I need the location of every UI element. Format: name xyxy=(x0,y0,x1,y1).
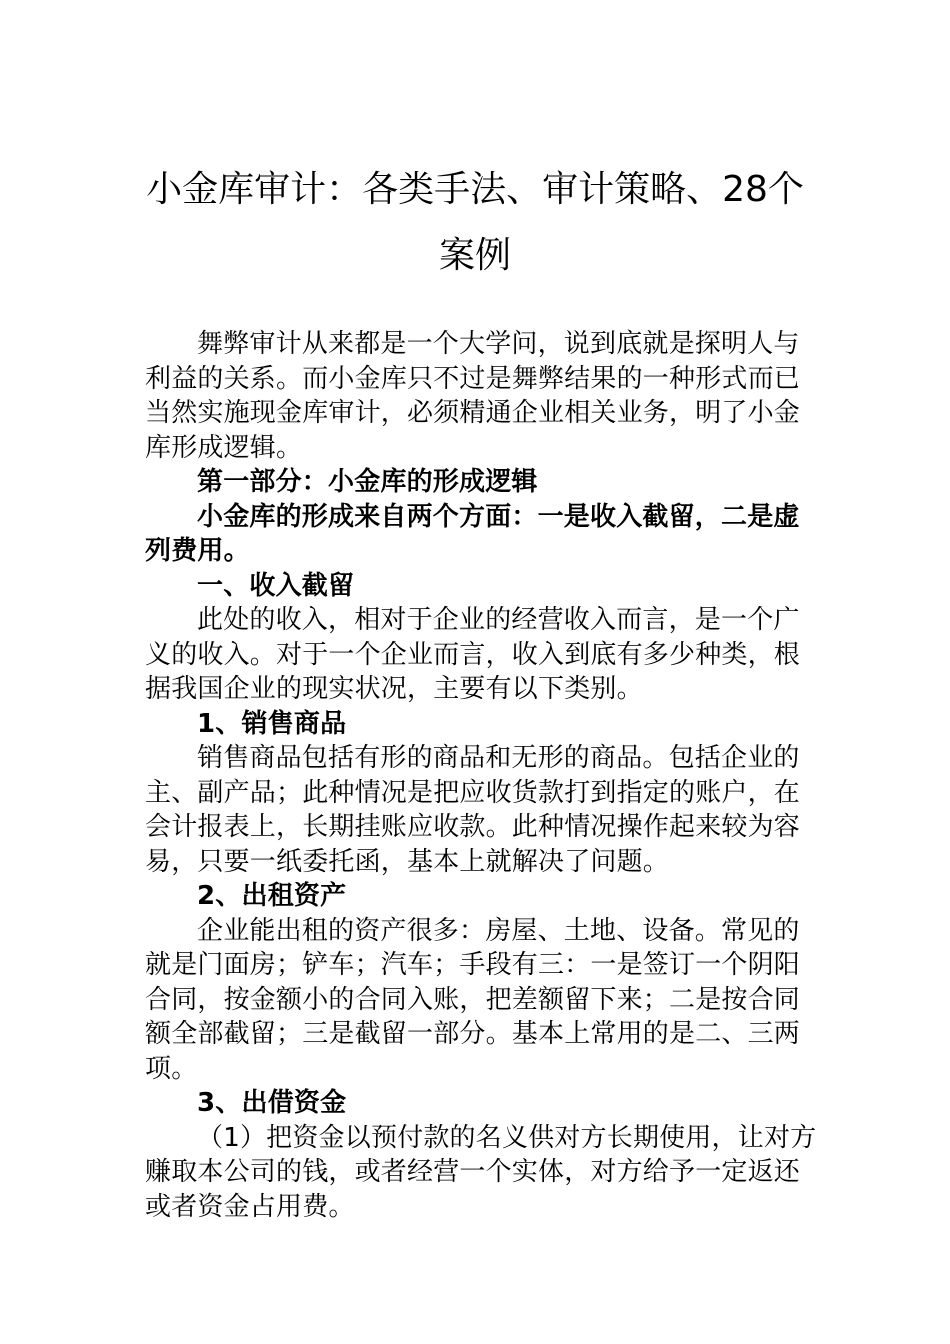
paragraph-rental-line: 额全部截留；三是截留一部分。基本上常用的是二、三两 xyxy=(145,1019,801,1049)
document-title-line-1: 小金库审计：各类手法、审计策略、28个 xyxy=(146,169,804,210)
bold-summary-line: 小金库的形成来自两个方面：一是收入截留，二是虚 xyxy=(197,501,800,532)
paragraph-lending-line: （1）把资金以预付款的名义供对方长期使用，让对方 xyxy=(197,1122,817,1153)
paragraph-sales-line: 销售商品包括有形的商品和无形的商品。包括企业的 xyxy=(197,743,800,773)
paragraph-intro-line: 当然实施现金库审计，必须精通企业相关业务，明了小金 xyxy=(145,398,801,428)
item-heading-rental: 2、出租资产 xyxy=(197,881,347,911)
paragraph-income-line: 义的收入。对于一个企业而言，收入到底有多少种类，根 xyxy=(145,639,801,670)
paragraph-rental-line: 合同，按金额小的合同入账，把差额留下来；二是按合同 xyxy=(145,984,801,1015)
paragraph-intro-line: 库形成逻辑。 xyxy=(145,432,303,463)
bold-summary-line: 列费用。 xyxy=(145,536,250,566)
paragraph-rental-line: 就是门面房；铲车；汽车；手段有三：一是签订一个阴阳 xyxy=(145,950,801,980)
paragraph-lending-line: 赚取本公司的钱，或者经营一个实体，对方给予一定返还 xyxy=(145,1157,801,1187)
item-heading-sales: 1、销售商品 xyxy=(197,708,347,739)
paragraph-sales-line: 易，只要一纸委托函，基本上就解决了问题。 xyxy=(145,846,670,877)
document-body xyxy=(145,327,817,1224)
item-heading-lending: 3、出借资金 xyxy=(197,1088,347,1118)
paragraph-rental-line: 项。 xyxy=(145,1053,198,1084)
section-heading-part-one: 第一部分：小金库的形成逻辑 xyxy=(197,467,538,497)
paragraph-sales-line: 主、副产品；此种情况是把应收货款打到指定的账户，在 xyxy=(145,777,801,808)
paragraph-lending-line: 或者资金占用费。 xyxy=(145,1191,355,1222)
paragraph-intro-line: 利益的关系。而小金库只不过是舞弊结果的一种形式而已 xyxy=(145,363,801,394)
paragraph-rental-line: 企业能出租的资产很多：房屋、土地、设备。常见的 xyxy=(197,915,800,946)
paragraph-income-line: 此处的收入，相对于企业的经营收入而言，是一个广 xyxy=(197,605,800,635)
paragraph-income-line: 据我国企业的现实状况，主要有以下类别。 xyxy=(145,674,643,704)
document-title-line-2: 案例 xyxy=(438,235,511,276)
paragraph-intro-line: 舞弊审计从来都是一个大学问，说到底就是探明人与 xyxy=(197,329,800,359)
paragraph-sales-line: 会计报表上，长期挂账应收款。此种情况操作起来较为容 xyxy=(145,812,801,842)
subsection-heading-income: 一、收入截留 xyxy=(197,570,355,601)
